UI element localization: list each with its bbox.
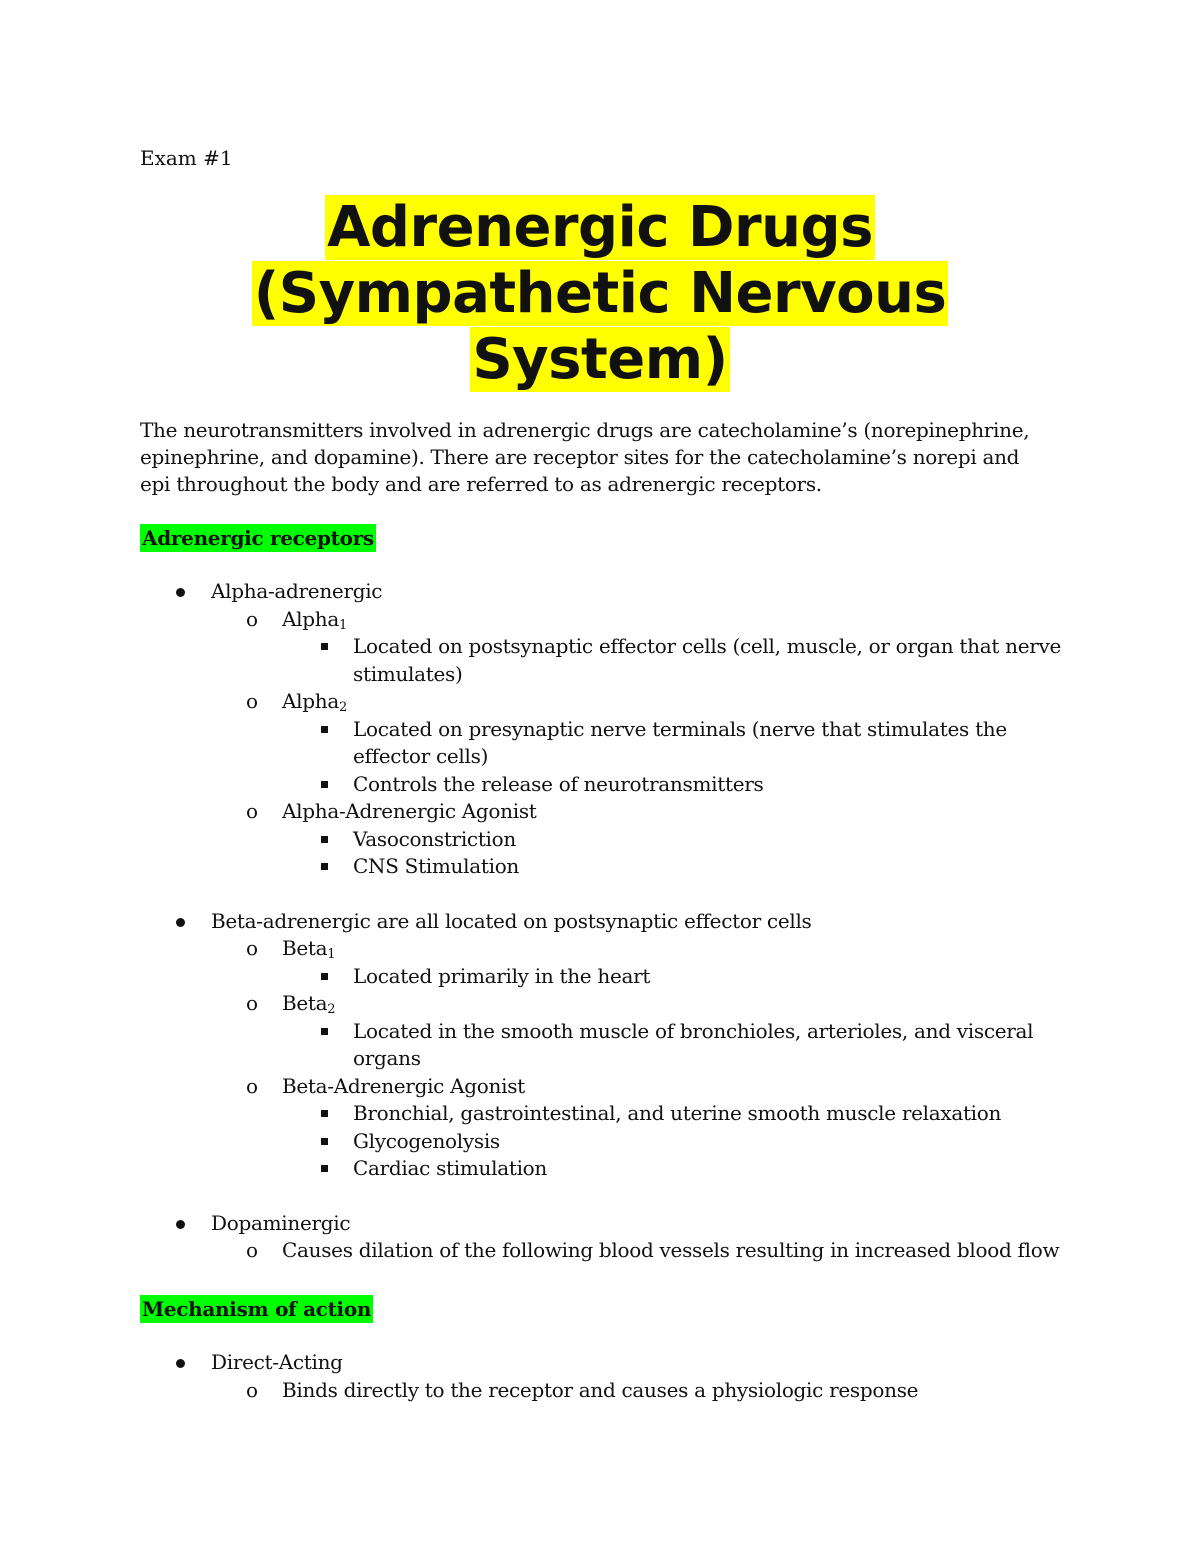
list-item-beta2-detail: Located in the smooth muscle of bronchioles, arterioles, and visceral organs [353, 1018, 1060, 1073]
intro-paragraph: The neurotransmitters involved in adrenergic drugs are catecholamine’s (norepinephrine, epinephrine, and dopamine). There are receptor sites for the catecholamine’s norepi and epi throughout the body and are referred to as adrenergic receptors. [140, 418, 1030, 496]
alpha1-subscript: 1 [338, 617, 347, 633]
list-item-dopaminergic [140, 1210, 1060, 1265]
bullet-dot-icon [176, 1359, 185, 1368]
beta-agonist-label: Beta-Adrenergic Agonist [282, 1073, 525, 1098]
list-item-beta1-detail: Located primarily in the heart [353, 963, 1060, 991]
bullet-square-icon [321, 863, 328, 870]
alpha2-subscript: 2 [338, 700, 347, 715]
document-title [140, 195, 1060, 393]
bullet-dot-icon [176, 918, 185, 927]
bullet-square-icon [321, 643, 328, 650]
list-item-dopaminergic-detail: o Causes dilation of the following blood vessels resulting in increased blood flow [282, 1237, 1060, 1265]
section-heading-adrenergic-receptors: Adrenergic receptors [142, 526, 374, 550]
bullet-circle-icon: o [246, 799, 258, 823]
bullet-circle-icon: o [246, 606, 258, 631]
bullet-square-icon [321, 1110, 328, 1117]
beta-adrenergic-label: Beta-adrenergic are all located on postsynaptic effector cells [211, 908, 812, 933]
bullet-square-icon [321, 781, 328, 788]
bullet-square-icon [321, 1028, 328, 1035]
bullet-circle-icon: o [246, 936, 258, 960]
adrenergic-receptors-list [140, 578, 1060, 1265]
list-item-beta2 [246, 990, 1060, 1073]
alpha-adrenergic-label: Alpha-adrenergic [211, 579, 383, 603]
mechanism-of-action-list [140, 1349, 1060, 1404]
title-line-1: Adrenergic Drugs [327, 195, 873, 260]
list-item-alpha1 [246, 606, 1062, 689]
bullet-circle-icon: o [246, 1238, 258, 1262]
alpha1-label: Alpha [282, 606, 339, 631]
bullet-circle-icon: o [246, 991, 258, 1015]
list-item-alpha2-detail: Located on presynaptic nerve terminals (nerve that stimulates the effector cells) [353, 716, 1060, 771]
direct-acting-label: Direct-Acting [211, 1350, 343, 1374]
alpha2-label: Alpha [282, 689, 339, 713]
list-item-beta-agonist [246, 1073, 1060, 1183]
list-item-beta-agonist-effect: Bronchial, gastrointestinal, and uterine smooth muscle relaxation [353, 1100, 1060, 1128]
exam-label: Exam #1 [140, 146, 233, 170]
list-item-alpha2-detail: Controls the release of neurotransmitters [353, 771, 1060, 799]
list-item-alpha-agonist-effect: CNS Stimulation [353, 853, 1060, 881]
list-item-direct-acting [140, 1349, 1060, 1404]
alpha-agonist-label: Alpha-Adrenergic Agonist [282, 799, 537, 823]
dopaminergic-label: Dopaminergic [211, 1210, 351, 1235]
list-item-alpha2 [246, 688, 1060, 798]
section-heading-mechanism-of-action: Mechanism of action [142, 1297, 372, 1321]
list-item-alpha-adrenergic [140, 578, 1060, 881]
beta2-label: Beta [282, 991, 328, 1015]
list-item-alpha-agonist-effect: Vasoconstriction [353, 826, 1060, 854]
list-spacer [140, 881, 1060, 908]
list-item-beta-agonist-effect: Glycogenolysis [353, 1128, 1060, 1156]
list-item-beta-agonist-effect: Cardiac stimulation [353, 1155, 1060, 1183]
bullet-dot-icon [176, 588, 185, 597]
list-item-beta-adrenergic [140, 908, 1060, 1183]
bullet-square-icon [321, 973, 328, 980]
list-item-alpha1-detail: Located on postsynaptic effector cells (cell, muscle, or organ that nerve stimulates) [353, 633, 1060, 688]
bullet-circle-icon: o [246, 1073, 258, 1098]
list-item-alpha-agonist [246, 798, 1060, 881]
list-item-direct-acting-detail: o Binds directly to the receptor and causes a physiologic response [282, 1377, 1060, 1405]
title-line-3: System) [472, 327, 728, 392]
bullet-square-icon [321, 1138, 328, 1145]
list-spacer [140, 1183, 1060, 1210]
bullet-square-icon [321, 726, 328, 733]
bullet-dot-icon [176, 1220, 185, 1229]
bullet-circle-icon: o [246, 689, 258, 713]
beta1-label: Beta [282, 936, 328, 960]
beta2-subscript: 2 [327, 1002, 336, 1017]
bullet-square-icon [321, 836, 328, 843]
beta1-subscript: 1 [327, 947, 336, 962]
list-item-beta1 [246, 935, 1060, 990]
title-line-2: (Sympathetic Nervous [253, 261, 947, 326]
bullet-square-icon [321, 1165, 328, 1172]
bullet-circle-icon: o [246, 1377, 258, 1402]
